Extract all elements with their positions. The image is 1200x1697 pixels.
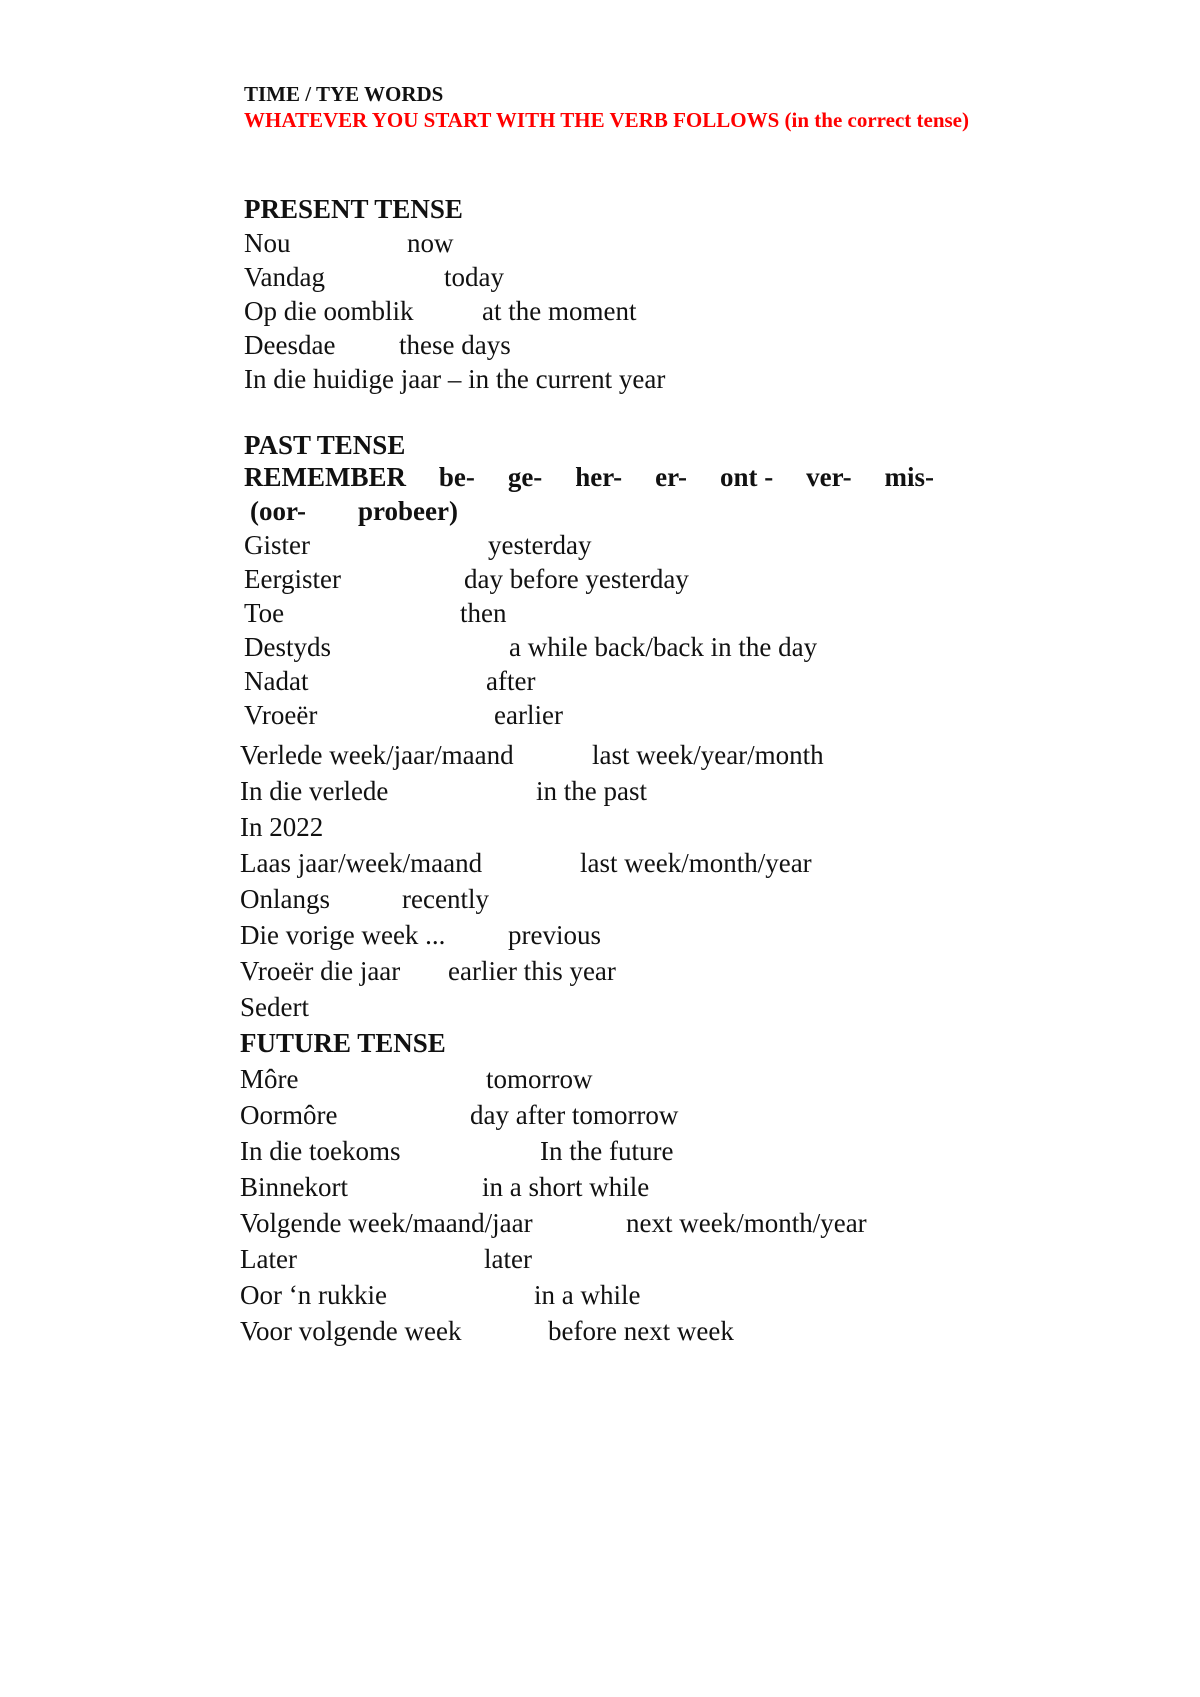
term-english: last week/month/year bbox=[580, 848, 812, 878]
term-english: day before yesterday bbox=[464, 564, 689, 594]
term-english: previous bbox=[508, 920, 601, 950]
past-tense-heading: PAST TENSE bbox=[244, 430, 406, 460]
term-english: recently bbox=[402, 884, 489, 914]
term-english: in the past bbox=[536, 776, 647, 806]
term-afrikaans: Binnekort bbox=[240, 1172, 348, 1202]
term-english: earlier bbox=[494, 700, 563, 730]
present-tense-heading: PRESENT TENSE bbox=[244, 194, 463, 224]
term-english: today bbox=[444, 262, 504, 292]
term-afrikaans: Laas jaar/week/maand bbox=[240, 848, 483, 878]
term-afrikaans: In die verlede bbox=[240, 776, 389, 806]
term-english: a while back/back in the day bbox=[509, 632, 818, 662]
term-english: before next week bbox=[548, 1316, 734, 1346]
term-afrikaans: Nou bbox=[244, 228, 291, 258]
term-english: in a short while bbox=[482, 1172, 650, 1202]
term-afrikaans: Vroeër bbox=[244, 700, 318, 730]
term-afrikaans: In 2022 bbox=[240, 812, 324, 842]
term-english: last week/year/month bbox=[592, 740, 824, 770]
term-afrikaans: Destyds bbox=[244, 632, 331, 662]
term-afrikaans: Onlangs bbox=[240, 884, 330, 914]
term-afrikaans: Vroeër die jaar bbox=[240, 956, 401, 986]
prefix: ver- bbox=[806, 462, 852, 492]
remember-label: REMEMBER bbox=[244, 462, 406, 492]
prefix: be- bbox=[438, 462, 475, 492]
prefix: (oor- bbox=[250, 496, 306, 526]
term-afrikaans: Deesdae bbox=[244, 330, 336, 360]
term-english: now bbox=[407, 228, 454, 258]
term-afrikaans: In die toekoms bbox=[240, 1136, 401, 1166]
prefix: er- bbox=[655, 462, 688, 492]
term-afrikaans: Toe bbox=[244, 598, 285, 628]
prefix: probeer) bbox=[357, 496, 458, 526]
instruction-note: WHATEVER YOU START WITH THE VERB FOLLOWS (in the correct tense) bbox=[244, 108, 969, 132]
future-tense-heading: FUTURE TENSE bbox=[240, 1028, 446, 1058]
term-afrikaans: Die vorige week ... bbox=[240, 920, 446, 950]
term-english: In the future bbox=[540, 1136, 674, 1166]
term-afrikaans: Vandag bbox=[244, 262, 325, 292]
term-afrikaans: Later bbox=[240, 1244, 297, 1274]
term-english: these days bbox=[399, 330, 511, 360]
term-afrikaans: Môre bbox=[240, 1064, 299, 1094]
term-english: yesterday bbox=[488, 530, 592, 560]
term-afrikaans: Oormôre bbox=[240, 1100, 338, 1130]
term-english: later bbox=[484, 1244, 532, 1274]
term-afrikaans: Verlede week/jaar/maand bbox=[240, 740, 514, 770]
term-english: day after tomorrow bbox=[470, 1100, 679, 1130]
term-afrikaans: Oor ‘n rukkie bbox=[240, 1280, 387, 1310]
term-afrikaans: Gister bbox=[244, 530, 310, 560]
term-afrikaans: Volgende week/maand/jaar bbox=[240, 1208, 533, 1238]
term-english: in a while bbox=[534, 1280, 641, 1310]
prefix: her- bbox=[575, 462, 623, 492]
term-english: at the moment bbox=[482, 296, 637, 326]
remember-prefixes-continued bbox=[250, 496, 458, 527]
term-english: then bbox=[460, 598, 507, 628]
term-english: next week/month/year bbox=[626, 1208, 867, 1238]
prefix: ont - bbox=[719, 462, 774, 492]
document-title: TIME / TYE WORDS bbox=[244, 82, 444, 106]
remember-prefixes bbox=[244, 462, 934, 493]
term-afrikaans: Op die oomblik bbox=[244, 296, 414, 326]
prefix: mis- bbox=[884, 462, 934, 492]
term-afrikaans: Voor volgende week bbox=[240, 1316, 462, 1346]
term-afrikaans: Eergister bbox=[244, 564, 341, 594]
term-english: after bbox=[486, 666, 536, 696]
term-afrikaans: Sedert bbox=[240, 992, 309, 1022]
term-english: tomorrow bbox=[486, 1064, 593, 1094]
prefix: ge- bbox=[507, 462, 543, 492]
term-english: earlier this year bbox=[448, 956, 616, 986]
term-afrikaans: In die huidige jaar – in the current year bbox=[244, 364, 666, 394]
term-afrikaans: Nadat bbox=[244, 666, 309, 696]
